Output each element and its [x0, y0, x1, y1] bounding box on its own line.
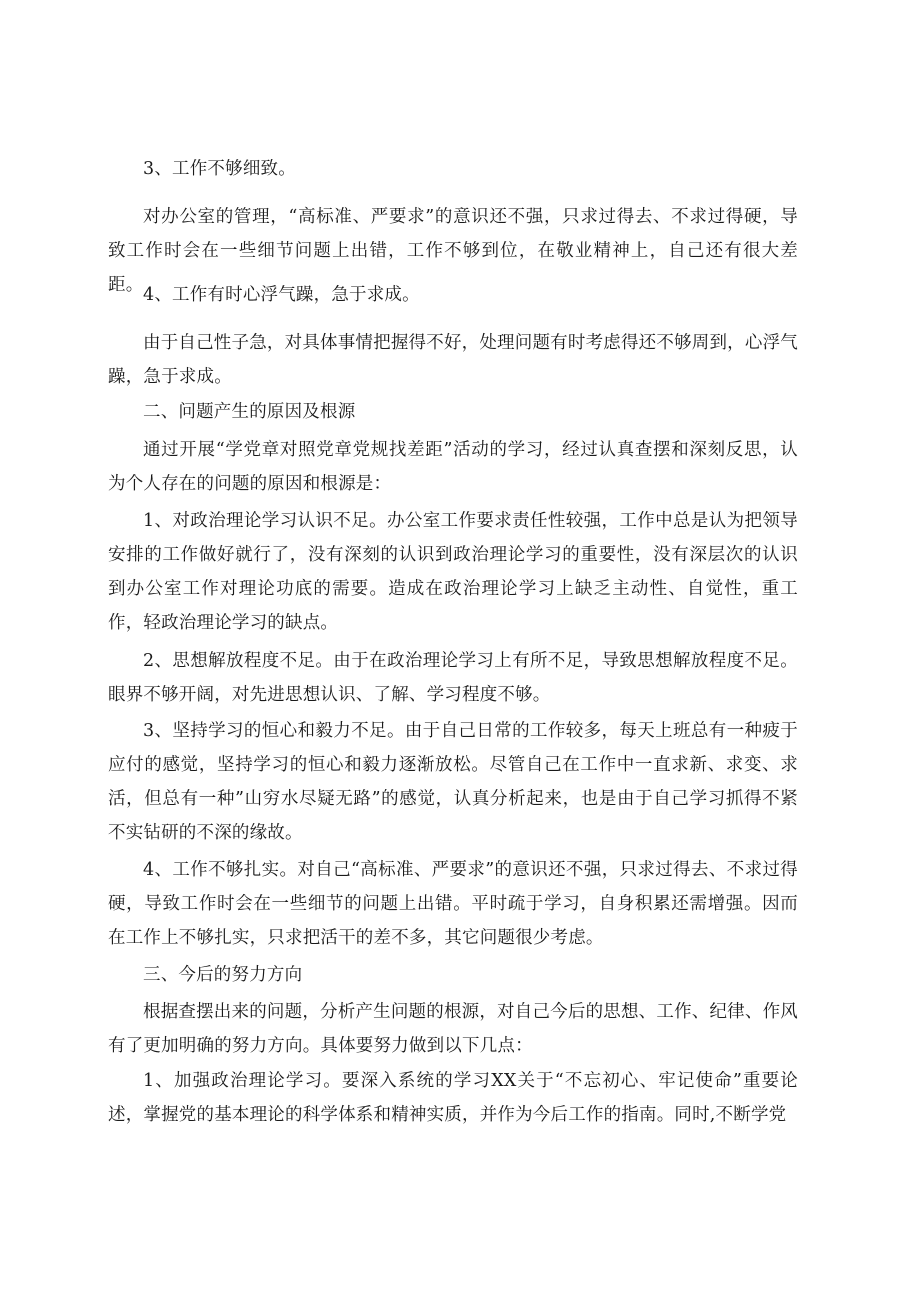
paragraph-cause-2: 2、思想解放程度不足。由于在政治理论学习上有所不足，导致思想解放程度不足。眼界不够开阔，对先进思想认识、了解、学习程度不够。: [108, 651, 798, 705]
paragraph-cause-1: 1、对政治理论学习认识不足。办公室工作要求责任性较强，工作中总是认为把领导安排的工作做好就行了，没有深刻的认识到政治理论学习的重要性，没有深层次的认识到办公室工作对理论功底的需要。造成在政治理论学习上缺乏主动性、自觉性，重工作，轻政治理论学习的缺点。: [108, 511, 798, 633]
paragraph-cause-3: 3、坚持学习的恒心和毅力不足。由于自己日常的工作较多，每天上班总有一种疲于应付的感觉，坚持学习的恒心和毅力逐渐放松。尽管自己在工作中一直求新、求变、求活，但总有一种”山穷水尽疑无路”的感觉，认真分析起来，也是由于自己学习抓得不紧不实钻研的不深的缘故。: [108, 721, 798, 843]
paragraph-office-management: 对办公室的管理，“高标准、严要求”的意识还不强，只求过得去、不求过得硬，导致工作时会在一些细节问题上出错，工作不够到位，在敬业精神上，自己还有很大差距。: [108, 207, 798, 295]
paragraph-causes-intro: 通过开展“学党章对照党章党规找差距”活动的学习，经过认真查摆和深刻反思，认为个人存在的问题的原因和根源是：: [108, 440, 798, 494]
paragraph-impatience: 由于自己性子急，对具体事情把握得不好，处理问题有时考虑得还不够周到，心浮气躁，急于求成。: [108, 333, 798, 387]
paragraph-direction-intro: 根据查摆出来的问题，分析产生问题的根源，对自己今后的思想、工作、纪律、作风有了更加明确的努力方向。具体要努力做到以下几点：: [108, 1002, 798, 1056]
section-heading-causes: 二、问题产生的原因及根源: [143, 402, 356, 422]
item-3-work-not-careful: 3、工作不够细致。: [143, 159, 296, 179]
section-heading-direction: 三、今后的努力方向: [143, 965, 303, 985]
paragraph-cause-4: 4、工作不够扎实。对自己“高标准、严要求”的意识还不强，只求过得去、不求过得硬，导致工作时会在一些细节的问题上出错。平时疏于学习，自身积累还需增强。因而在工作上不够扎实，只求把活干的差不多，其它问题很少考虑。: [108, 860, 798, 948]
paragraph-direction-1: 1、加强政治理论学习。要深入系统的学习XX关于“不忘初心、牢记使命”重要论述，掌握党的基本理论的科学体系和精神实质，并作为今后工作的指南。同时,不断学党: [108, 1071, 798, 1125]
item-4-impatient: 4、工作有时心浮气躁，急于求成。: [143, 285, 420, 305]
